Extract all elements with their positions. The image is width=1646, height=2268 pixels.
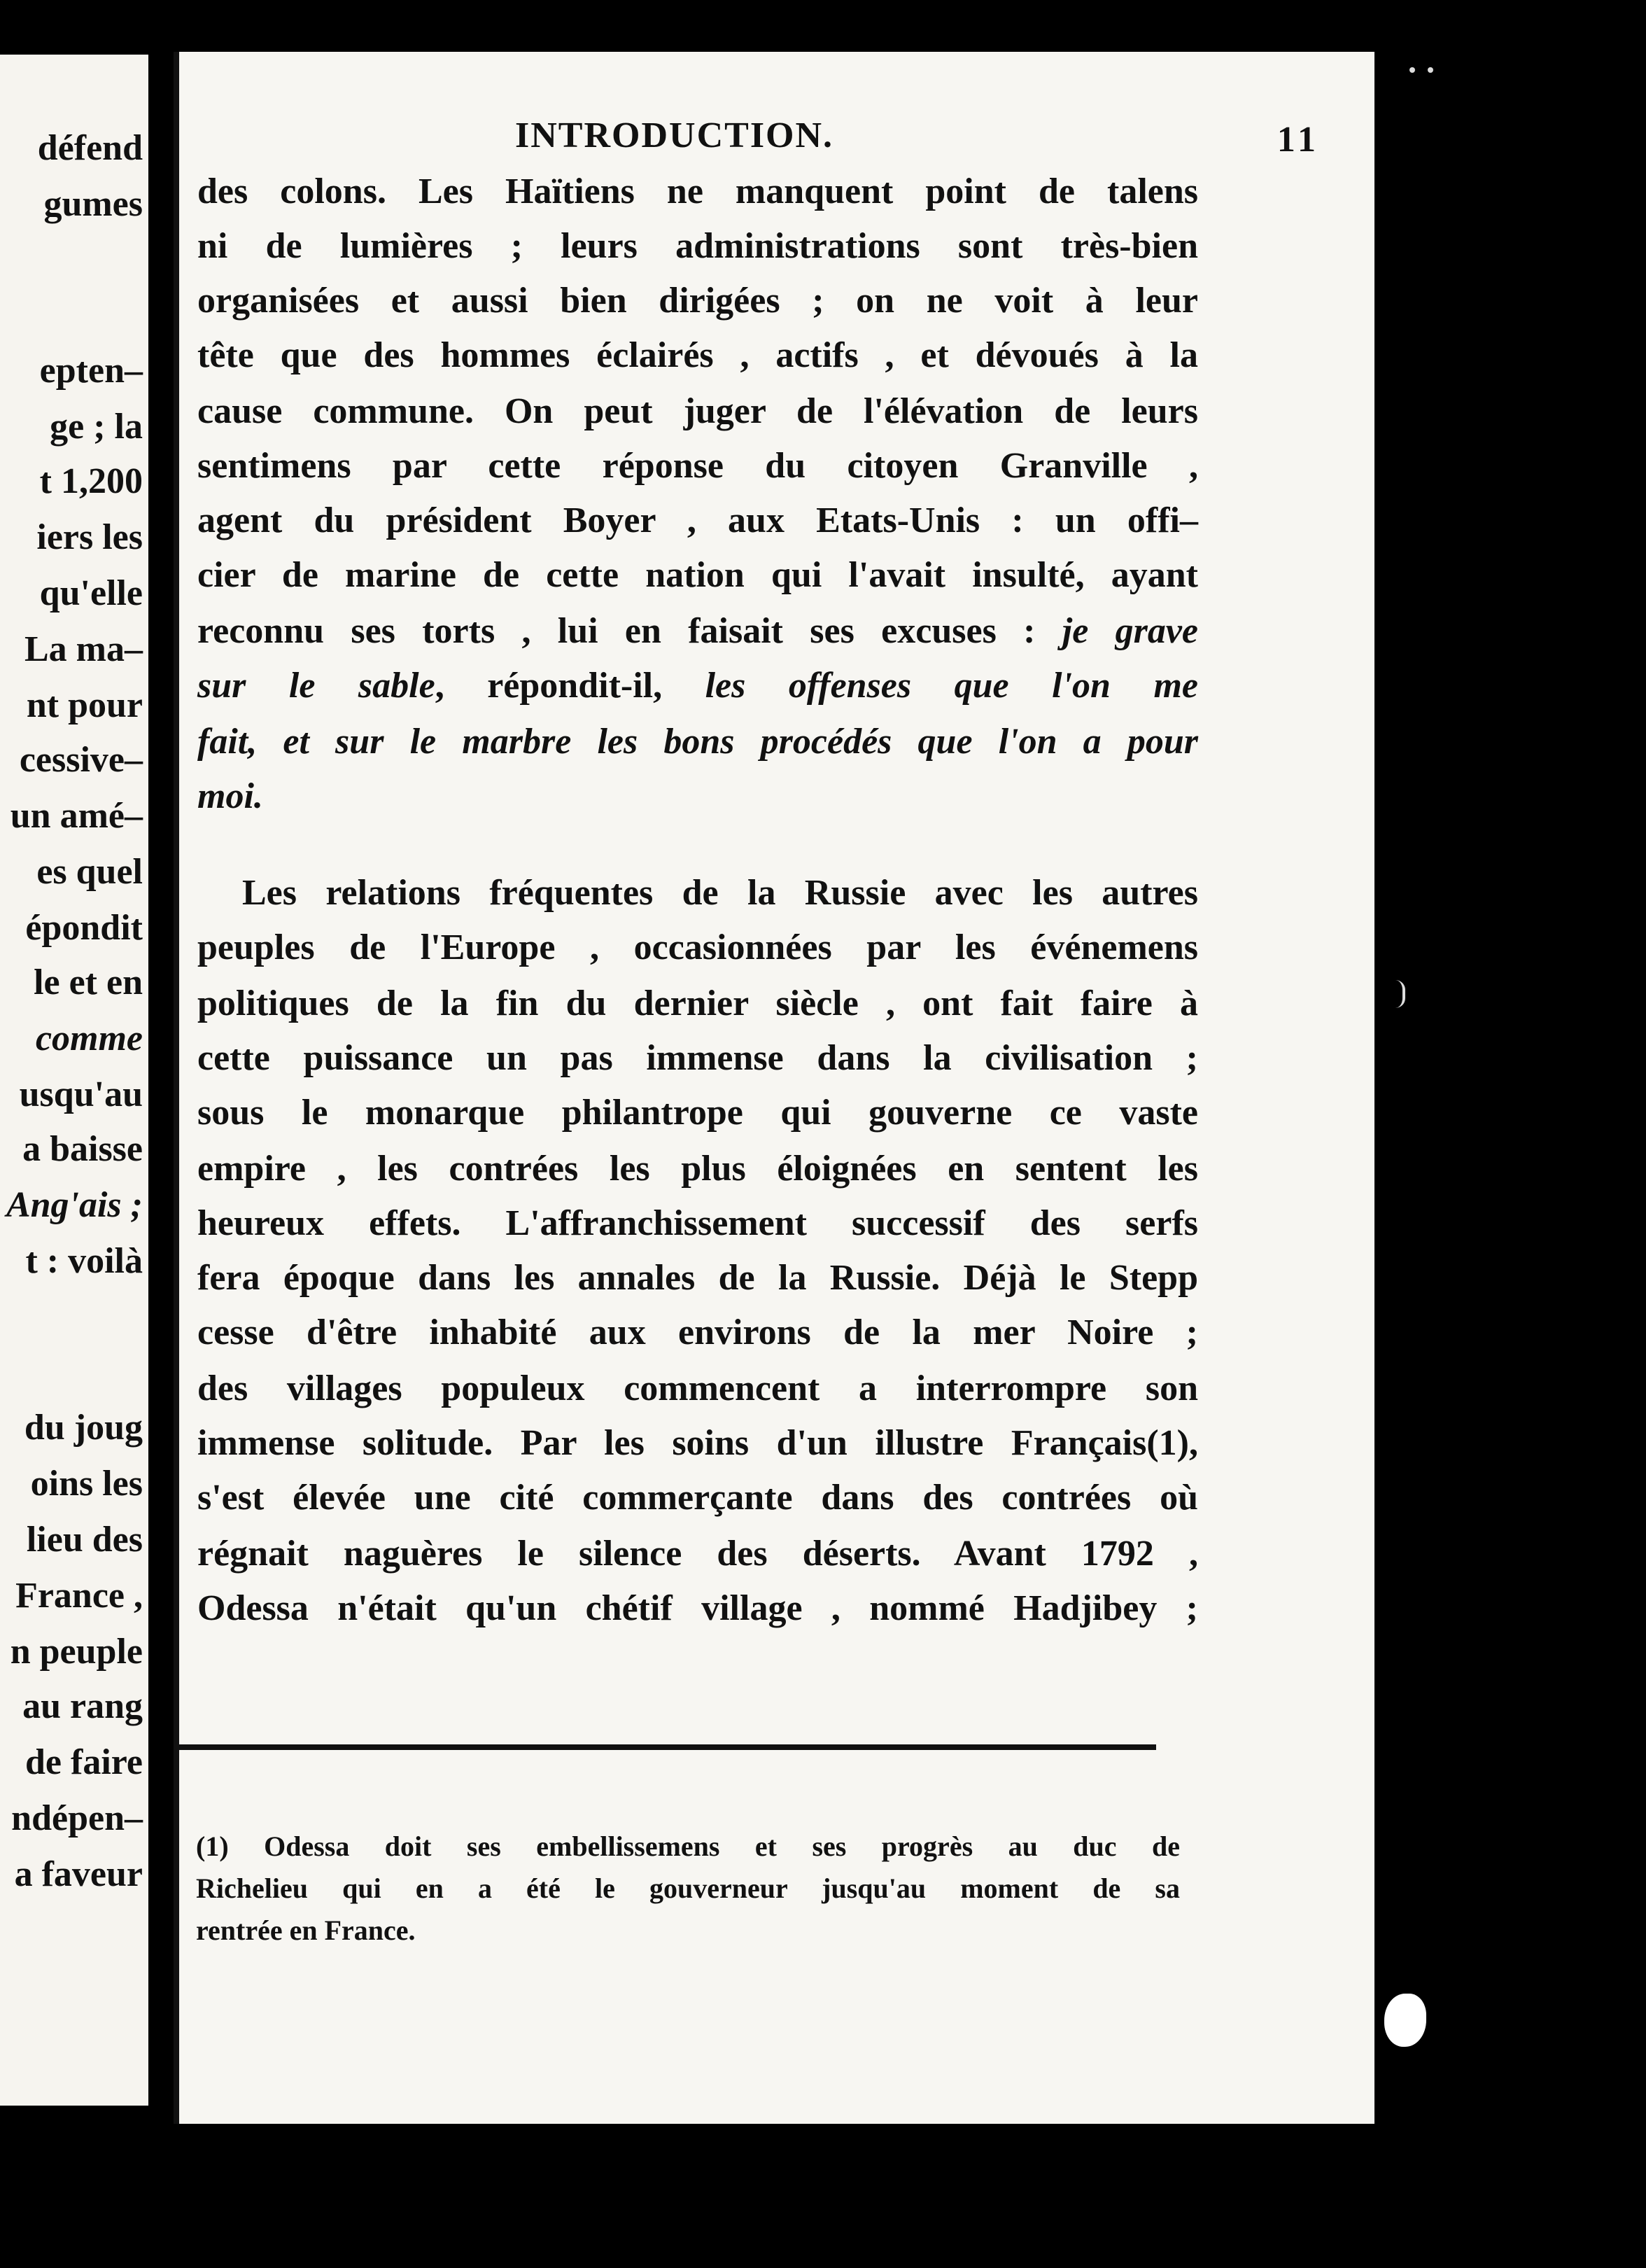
body-line: immense solitude. Par les soins d'un illustre Français(1), <box>197 1423 1198 1463</box>
left-page-line: usqu'au <box>19 1074 143 1114</box>
body-line: des colons. Les Haïtiens ne manquent point de talens <box>197 172 1198 211</box>
running-head: INTRODUCTION. <box>515 115 834 155</box>
left-page-line: a baisse <box>22 1129 143 1169</box>
left-page-line: au rang <box>22 1686 143 1726</box>
left-page-line: lieu des <box>26 1520 143 1560</box>
left-page-line: t : voilà <box>25 1241 143 1281</box>
page-number: 11 <box>1276 120 1320 160</box>
body-line: cette puissance un pas immense dans la civilisation ; <box>197 1038 1198 1078</box>
italic-quote: sur le sable <box>197 666 435 706</box>
body-text: , répondit-il, <box>435 666 705 706</box>
body-line: cier de marine de cette nation qui l'avait insulté, ayant <box>197 555 1198 595</box>
italic-quote: les offenses que l'on me <box>705 666 1198 706</box>
left-page-line: n peuple <box>10 1632 143 1672</box>
scan-blob <box>1384 1994 1426 2047</box>
left-page-line: oins les <box>30 1464 143 1504</box>
left-page-line: cessive– <box>19 740 143 780</box>
left-page-line: un amé– <box>10 796 143 836</box>
footnote-rule <box>179 1744 1156 1750</box>
body-text: reconnu ses torts , lui en faisait ses excuses : <box>197 611 1062 651</box>
body-line <box>197 665 1198 707</box>
left-page-line: comme <box>35 1018 143 1058</box>
body-line: empire , les contrées les plus éloignées en sentent les <box>197 1149 1198 1189</box>
body-line: tête que des hommes éclairés , actifs , et dévoués à la <box>197 335 1198 375</box>
body-line: Les relations fréquentes de la Russie avec les autres <box>242 873 1198 913</box>
body-line-italic: moi. <box>197 776 263 816</box>
body-line: des villages populeux commencent a interrompre son <box>197 1368 1198 1408</box>
left-page-line: qu'elle <box>39 573 143 613</box>
left-page-line: t 1,200 <box>39 461 143 501</box>
italic-quote: je grave <box>1062 611 1198 651</box>
left-page-line: iers les <box>36 517 143 557</box>
book-gutter <box>148 0 174 2268</box>
left-page-fragment <box>0 55 148 2106</box>
body-line: sentimens par cette réponse du citoyen Granville , <box>197 446 1198 486</box>
body-line: heureux effets. L'affranchissement successif des serfs <box>197 1203 1198 1243</box>
body-line: agent du président Boyer , aux Etats-Unis : un offi– <box>197 500 1198 540</box>
body-line-italic: fait, et sur le marbre les bons procédés que l'on a pour <box>197 722 1198 762</box>
scan-dot <box>1428 67 1433 73</box>
body-line: s'est élevée une cité commerçante dans des contrées où <box>197 1478 1198 1518</box>
body-line: sous le monarque philantrope qui gouverne ce vaste <box>197 1093 1198 1133</box>
left-page-line: du joug <box>24 1408 143 1448</box>
footnote-line: (1) Odessa doit ses embellissemens et ses progrès au duc de <box>196 1830 1180 1862</box>
scan-dot <box>1409 67 1415 73</box>
footnote-line: rentrée en France. <box>196 1914 416 1946</box>
body-line: cesse d'être inhabité aux environs de la mer Noire ; <box>197 1312 1198 1352</box>
left-page-line: France , <box>15 1576 143 1616</box>
body-line: ni de lumières ; leurs administrations sont très-bien <box>197 226 1198 266</box>
book-page <box>174 52 1374 2124</box>
left-page-line: Ang'ais ; <box>6 1185 143 1225</box>
body-line: fera époque dans les annales de la Russie. Déjà le Stepp <box>197 1258 1198 1298</box>
left-page-line: le et en <box>34 962 143 1002</box>
left-page-line: es quel <box>36 852 143 892</box>
left-page-line: La ma– <box>24 629 143 669</box>
scan-mark <box>1395 980 1405 1008</box>
left-page-line: défend <box>37 128 143 168</box>
body-line: cause commune. On peut juger de l'élévation de leurs <box>197 391 1198 431</box>
body-line: Odessa n'était qu'un chétif village , nommé Hadjibey ; <box>197 1588 1198 1628</box>
left-page-line: de faire <box>25 1742 143 1782</box>
body-line: politiques de la fin du dernier siècle , ont fait faire à <box>197 983 1198 1023</box>
left-page-line: gumes <box>43 184 143 224</box>
footnote-line: Richelieu qui en a été le gouverneur jusqu'au moment de sa <box>196 1872 1180 1904</box>
left-page-line: épondit <box>25 908 143 948</box>
body-line: peuples de l'Europe , occasionnées par les événemens <box>197 927 1198 967</box>
body-line: régnait naguères le silence des déserts. Avant 1792 , <box>197 1534 1198 1574</box>
body-line <box>197 610 1198 652</box>
body-line: organisées et aussi bien dirigées ; on ne voit à leur <box>197 281 1198 321</box>
left-page-line: a faveur <box>14 1854 143 1894</box>
left-page-line: ge ; la <box>50 407 143 447</box>
left-page-line: nt pour <box>26 685 143 725</box>
left-page-line: ndépen– <box>11 1798 143 1838</box>
left-page-line: epten– <box>39 351 143 391</box>
